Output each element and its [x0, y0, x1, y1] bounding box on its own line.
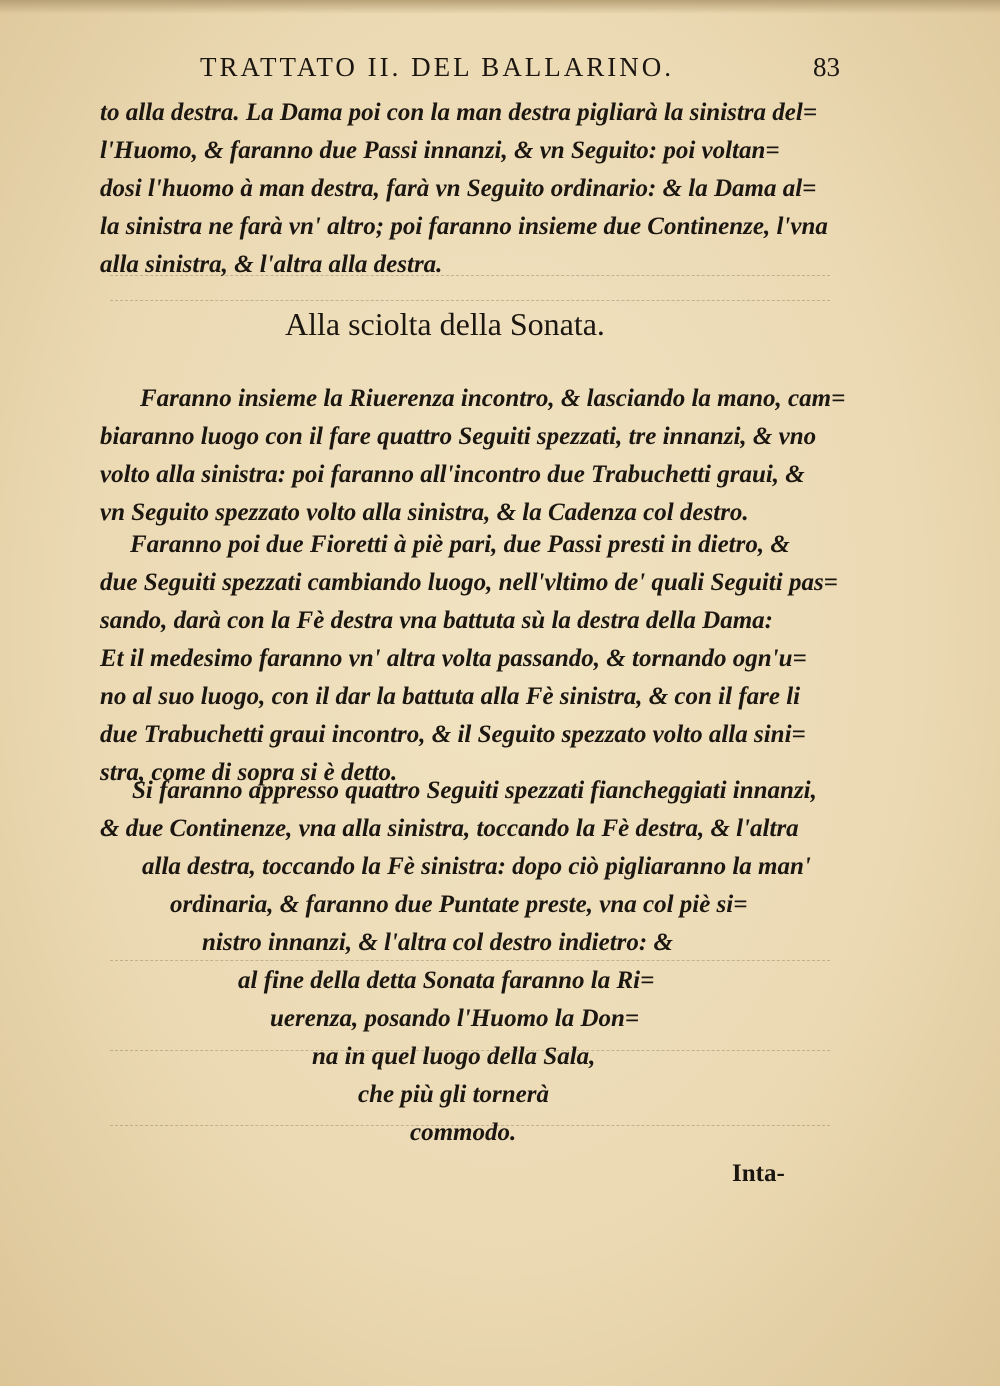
- text-line: che più gli tornerà: [358, 1081, 549, 1108]
- text-line: due Seguiti spezzati cambiando luogo, nell'vltimo de' quali Seguiti pas=: [100, 569, 838, 596]
- page-number: 83: [813, 52, 840, 82]
- text-line: alla destra, toccando la Fè sinistra: dopo ciò pigliaranno la man': [142, 853, 811, 880]
- text-line: no al suo luogo, con il dar la battuta alla Fè sinistra, & con il fare li: [100, 683, 801, 710]
- text-line: uerenza, posando l'Huomo la Don=: [270, 1005, 640, 1032]
- text-line: l'Huomo, & faranno due Passi innanzi, & vn Seguito: poi voltan=: [100, 137, 780, 164]
- paragraph-fioretti: [98, 526, 848, 792]
- text-line: na in quel luogo della Sala,: [312, 1043, 596, 1070]
- text-line: Et il medesimo faranno vn' altra volta passando, & tornando ogn'u=: [100, 645, 807, 672]
- paragraph-riuerenza: [98, 380, 848, 532]
- text-line: biaranno luogo con il fare quattro Seguiti spezzati, tre innanzi, & vno: [100, 423, 817, 450]
- running-head: TRATTATO II. DEL BALLARINO.: [200, 52, 675, 82]
- text-line: alla sinistra, & l'altra alla destra.: [100, 251, 443, 278]
- catchword: Inta-: [732, 1160, 785, 1187]
- show-through-rule: [110, 300, 830, 301]
- paragraph-closing: [98, 772, 848, 1152]
- paragraph-continuation: [98, 94, 848, 284]
- text-line: Si faranno appresso quattro Seguiti spezzati fiancheggiati innanzi,: [132, 777, 817, 804]
- text-line: sando, darà con la Fè destra vna battuta sù la destra della Dama:: [100, 607, 773, 634]
- text-line: Faranno poi due Fioretti à piè pari, due Passi presti in dietro, &: [130, 531, 790, 558]
- text-line: la sinistra ne farà vn' altro; poi faranno insieme due Continenze, l'vna: [100, 213, 828, 240]
- text-line: volto alla sinistra: poi faranno all'incontro due Trabuchetti graui, &: [100, 461, 805, 488]
- text-line: al fine della detta Sonata faranno la Ri=: [238, 967, 655, 994]
- text-line: ordinaria, & faranno due Puntate preste, vna col piè si=: [170, 891, 748, 918]
- text-line: vn Seguito spezzato volto alla sinistra, & la Cadenza col destro.: [100, 499, 749, 526]
- page-header: [200, 52, 840, 92]
- text-line: stra, come di sopra si è detto.: [100, 759, 398, 786]
- text-line: nistro innanzi, & l'altra col destro indietro: &: [202, 929, 673, 956]
- text-line: & due Continenze, vna alla sinistra, toccando la Fè destra, & l'altra: [100, 815, 799, 842]
- text-line: to alla destra. La Dama poi con la man destra pigliarà la sinistra del=: [100, 99, 818, 126]
- section-heading: Alla sciolta della Sonata.: [285, 306, 605, 342]
- text-line: commodo.: [410, 1119, 517, 1146]
- text-line: dosi l'huomo à man destra, farà vn Seguito ordinario: & la Dama al=: [100, 175, 817, 202]
- text-line: due Trabuchetti graui incontro, & il Seguito spezzato volto alla sini=: [100, 721, 806, 748]
- text-line: Faranno insieme la Riuerenza incontro, & lasciando la mano, cam=: [140, 385, 846, 412]
